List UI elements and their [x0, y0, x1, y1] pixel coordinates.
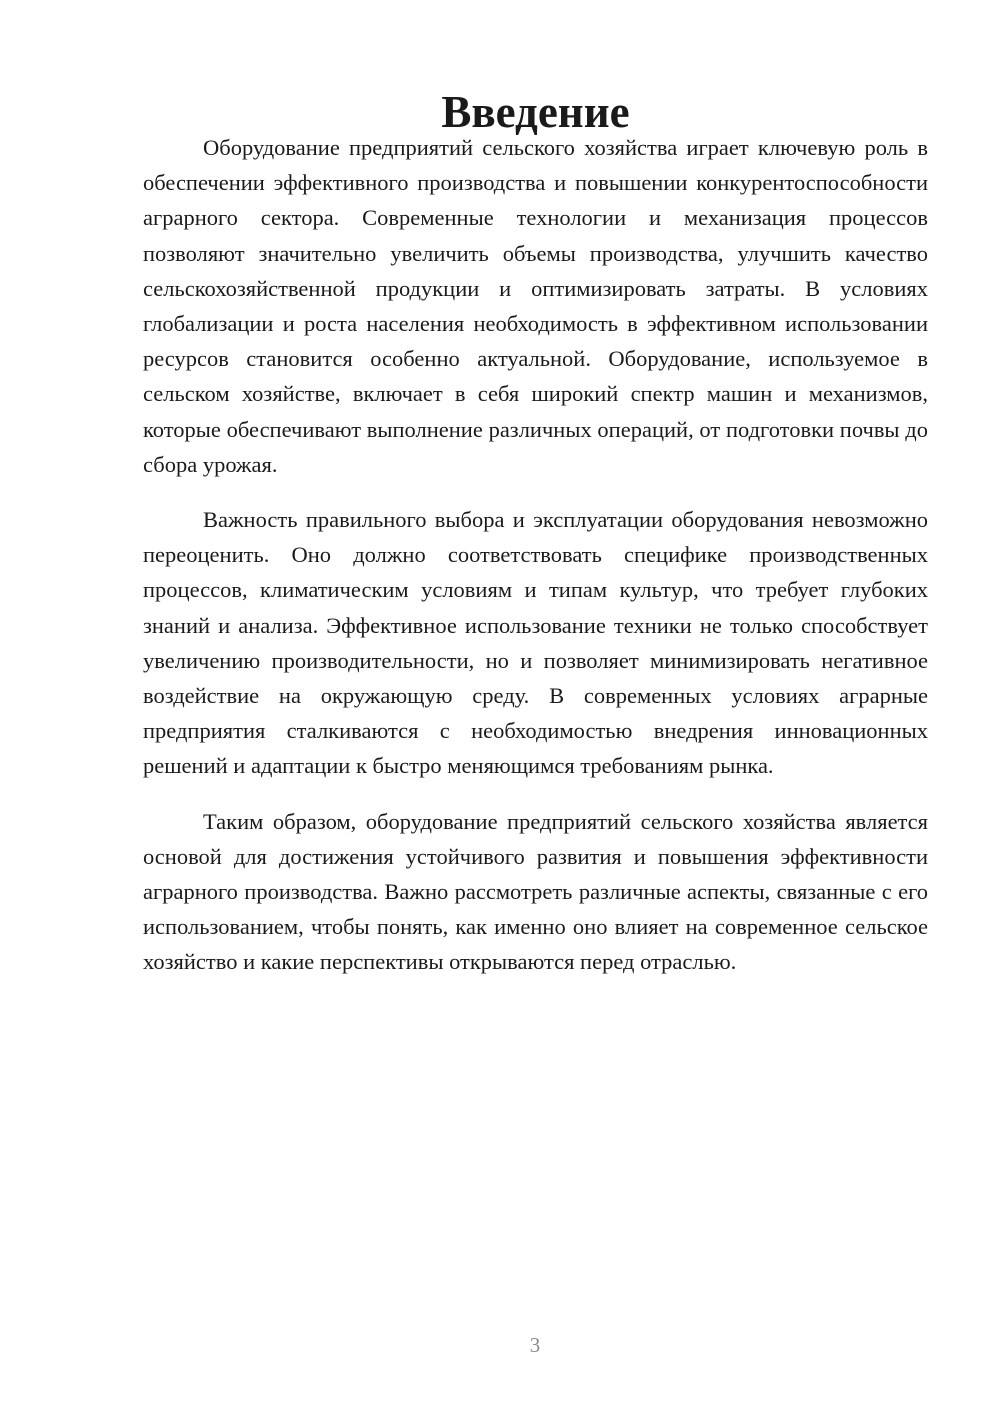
page-number: 3	[529, 1333, 541, 1357]
document-body	[143, 87, 928, 980]
paragraph-1: Оборудование предприятий сельского хозяйства играет ключевую роль в обеспечении эффективного производства и повышении конкурентоспособности аграрного сектора. Современные технологии и механизация процессов позволяют значительно увеличить объемы производства, улучшить качество сельскохозяйственной продукции и оптимизировать затраты. В условиях глобализации и роста населения необходимость в эффективном использовании ресурсов становится особенно актуальной. Оборудование, используемое в сельском хозяйстве, включает в себя широкий спектр машин и механизмов, которые обеспечивают выполнение различных операций, от подготовки почвы до сбора урожая.	[143, 135, 928, 477]
paragraph-2: Важность правильного выбора и эксплуатации оборудования невозможно переоценить. Оно должно соответствовать специфике производственных процессов, климатическим условиям и типам культур, что требует глубоких знаний и анализа. Эффективное использование техники не только способствует увеличению производительности, но и позволяет минимизировать негативное воздействие на окружающую среду. В современных условиях аграрные предприятия сталкиваются с необходимостью внедрения инновационных решений и адаптации к быстро меняющимся требованиям рынка.	[143, 507, 928, 779]
section-heading: Введение	[441, 87, 630, 137]
paragraph-3: Таким образом, оборудование предприятий сельского хозяйства является основой для достижения устойчивого развития и повышения эффективности аграрного производства. Важно рассмотреть различные аспекты, связанные с его использованием, чтобы понять, как именно оно влияет на современное сельское хозяйство и какие перспективы открываются перед отраслью.	[143, 808, 928, 975]
